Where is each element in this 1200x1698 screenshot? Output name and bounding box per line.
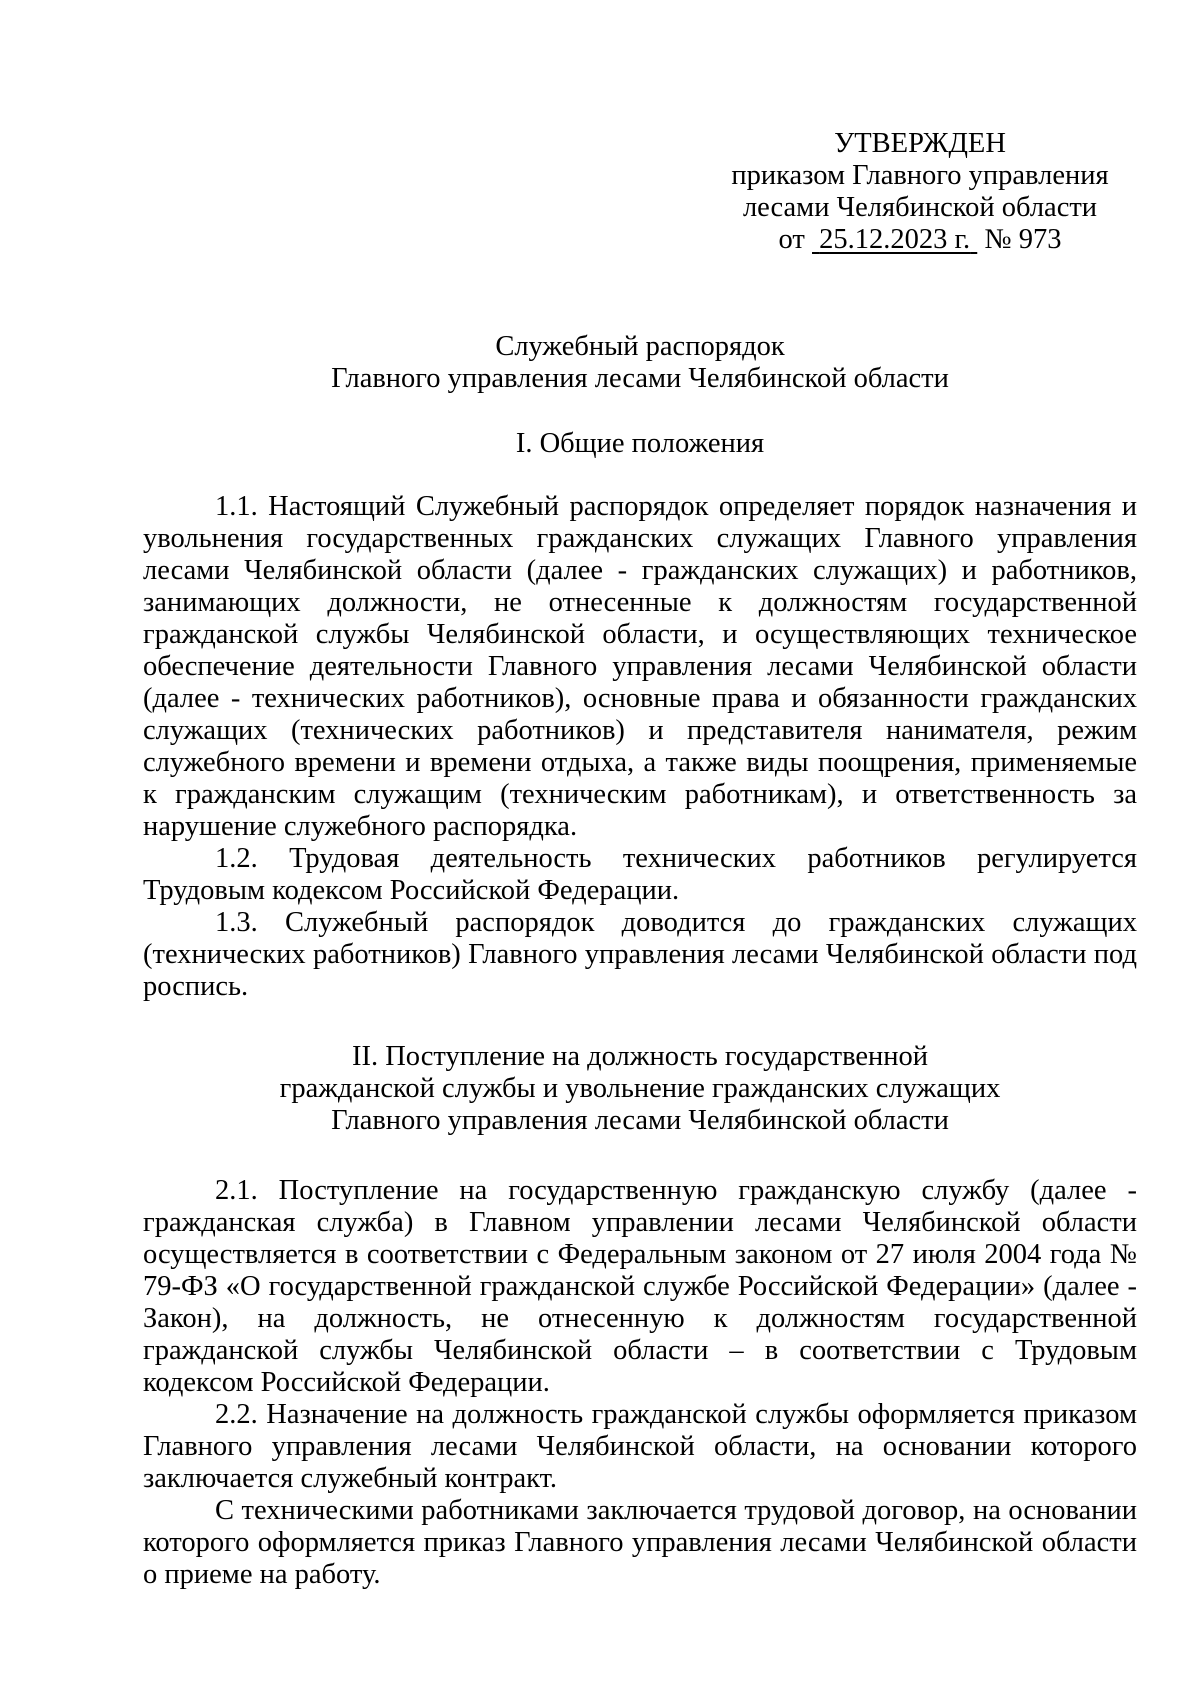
paragraph-2-1: 2.1. Поступление на государственную гражданскую службу (далее - гражданская служба) в Главном управлении лесами Челябинской области осуществляется в соответствии с Федеральным законом от 27 июля 2004 года № 79-ФЗ «О государственной гражданской службе Российской Федерации» (далее - Закон), на должность, не отнесенную к должностям государственной гражданской службы Челябинской области – в соответствии с Трудовым кодексом Российской Федерации. <box>143 1175 1137 1398</box>
section-2-heading-line3: Главного управления лесами Челябинской области <box>331 1105 949 1136</box>
approval-stamp-block <box>700 128 1140 256</box>
approval-order-line: приказом Главного управления <box>731 160 1109 191</box>
section-2-heading <box>143 1041 1137 1137</box>
paragraph-2-3: С техническими работниками заключается трудовой договор, на основании которого оформляется приказ Главного управления лесами Челябинской области о приеме на работу. <box>143 1495 1137 1590</box>
section-2-heading-line2: гражданской службы и увольнение гражданских служащих <box>279 1073 1001 1104</box>
paragraph-1-2: 1.2. Трудовая деятельность технических работников регулируется Трудовым кодексом Российской Федерации. <box>143 843 1137 906</box>
approval-date: 25.12.2023 г. <box>819 224 971 255</box>
approval-date-line <box>700 224 1140 256</box>
paragraph-2-2: 2.2. Назначение на должность гражданской службы оформляется приказом Главного управления лесами Челябинской области, на основании которого заключается служебный контракт. <box>143 1399 1137 1494</box>
document-title <box>140 331 1140 395</box>
section-1-heading: I. Общие положения <box>515 428 765 459</box>
approval-organization-line: лесами Челябинской области <box>742 192 1098 223</box>
approval-from-label: от <box>778 224 805 255</box>
paragraph-1-3: 1.3. Служебный распорядок доводится до гражданских служащих (технических работников) Главного управления лесами Челябинской области под роспись. <box>143 907 1137 1002</box>
document-title-line2: Главного управления лесами Челябинской области <box>331 363 949 394</box>
section-2-heading-line1: II. Поступление на должность государственной <box>351 1041 929 1072</box>
spacer <box>143 1137 1137 1175</box>
approval-number: № 973 <box>984 224 1062 255</box>
paragraph-1-1: 1.1. Настоящий Служебный распорядок определяет порядок назначения и увольнения государственных гражданских служащих Главного управления лесами Челябинской области (далее - гражданских служащих) и работников, занимающих должности, не отнесенные к должностям государственной гражданской службы Челябинской области, и осуществляющих техническое обеспечение деятельности Главного управления лесами Челябинской области (далее - технических работников), основные права и обязанности гражданских служащих (технических работников) и представителя нанимателя, режим служебного времени и времени отдыха, а также виды поощрения, применяемые к гражданским служащим (техническим работникам), и ответственность за нарушение служебного распорядка. <box>143 491 1137 842</box>
document-body <box>143 428 1137 1591</box>
spacer <box>143 1003 1137 1041</box>
document-title-line1: Служебный распорядок <box>495 331 785 362</box>
approval-title: УТВЕРЖДЕН <box>834 128 1006 159</box>
